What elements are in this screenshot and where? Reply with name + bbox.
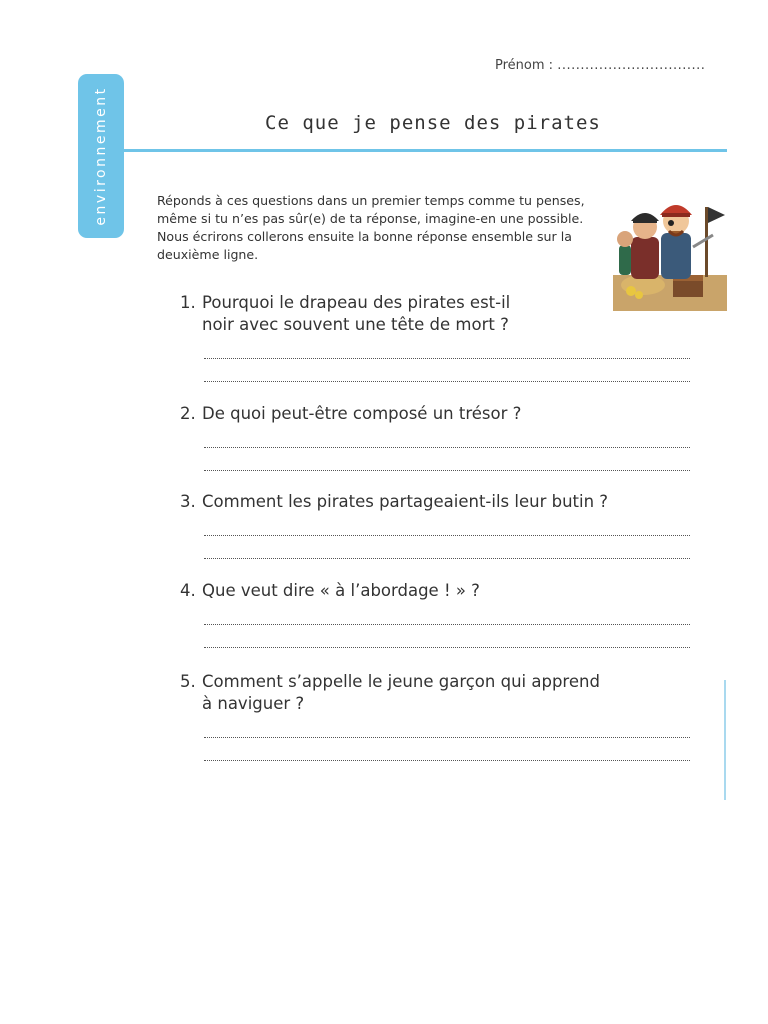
instructions-paragraph: Réponds à ces questions dans un premier temps comme tu penses, même si tu n’es pas sûr(e) de ta réponse, imagine-en une possible. Nous écrirons collerons ensuite la bonne réponse ensemble sur la deuxième ligne. [157,193,585,262]
answer-line[interactable] [204,336,690,359]
name-label: Prénom : [495,58,554,73]
question-3 [180,491,700,559]
question-4 [180,580,700,648]
side-tab-label: environnement [93,86,109,226]
name-dotted-line: ................................ [557,58,706,73]
question-line: Que veut dire « à l’abordage ! » ? [202,581,480,600]
answer-line[interactable] [204,536,690,559]
question-line: Pourquoi le drapeau des pirates est-il [202,293,511,312]
answer-line[interactable] [204,625,690,648]
side-tab [78,74,124,238]
question-5 [180,671,700,761]
name-field[interactable] [495,58,705,73]
question-number: 3. [180,492,196,511]
question-2 [180,403,700,471]
question-1 [180,292,700,382]
question-text [180,292,700,314]
answer-line[interactable] [204,425,690,448]
answer-line[interactable] [204,448,690,471]
question-text-cont: à naviguer ? [202,694,305,713]
answer-line[interactable] [204,359,690,382]
answer-line[interactable] [204,513,690,536]
question-text [180,671,700,693]
answer-line[interactable] [204,602,690,625]
question-line: Comment s’appelle le jeune garçon qui apprend [202,672,600,691]
question-text [180,403,700,425]
question-text [180,580,700,602]
answer-line[interactable] [204,715,690,738]
question-line: Comment les pirates partageaient-ils leur butin ? [202,492,609,511]
margin-rule [724,680,726,800]
page-title: Ce que je pense des pirates [265,112,601,134]
question-number: 1. [180,293,196,312]
answer-line[interactable] [204,738,690,761]
question-text-cont: noir avec souvent une tête de mort ? [202,315,509,334]
question-number: 5. [180,672,196,691]
question-number: 2. [180,404,196,423]
question-text [180,491,700,513]
title-underline [120,149,727,152]
question-number: 4. [180,581,196,600]
question-line: De quoi peut-être composé un trésor ? [202,404,522,423]
